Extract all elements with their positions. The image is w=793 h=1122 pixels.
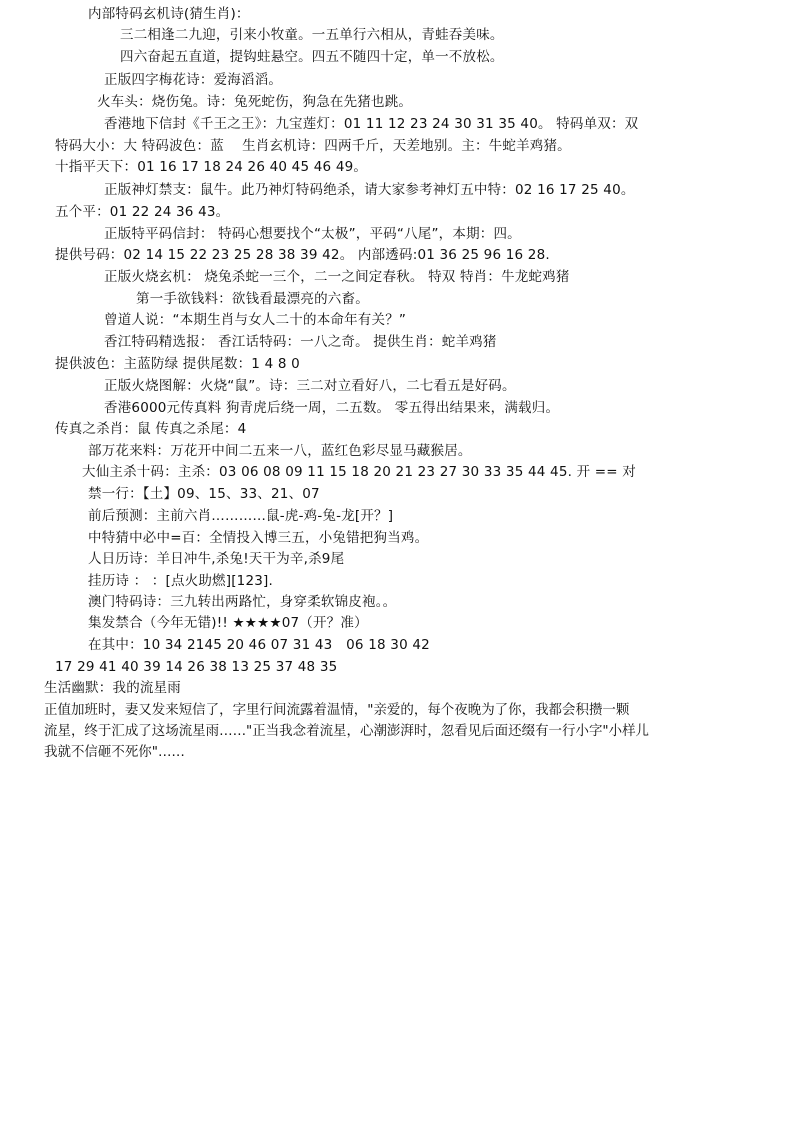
- story-line: 流星，终于汇成了这场流星雨……"正当我念着流星，心潮澎湃时，忽看见后面还缀有一行小字"小样儿: [44, 723, 650, 739]
- text-line: 第一手欲钱料：欲钱看最漂亮的六畜。: [136, 291, 369, 307]
- text-line: 前后预测：主前六肖…………鼠-虎-鸡-兔-龙[开？]: [88, 508, 394, 524]
- text-line: 五个平：01 22 24 36 43。: [55, 204, 230, 220]
- text-line: 火车头：烧伤兔。诗：兔死蛇伤，狗急在先猪也跳。: [97, 94, 413, 110]
- text-line: 正版特平码信封： 特码心想要找个“太极”，平码“八尾”，本期：四。: [104, 226, 521, 242]
- text-line: 集发禁合（今年无错)!! ★★★★07（开？准）: [88, 615, 368, 631]
- text-line: 人日历诗：羊日冲牛,杀兔!天干为辛,杀9尾: [88, 551, 345, 567]
- story-line: 我就不信砸不死你"……: [44, 744, 185, 760]
- text-line: 香港6000元传真料 狗青虎后绕一周，二五数。 零五得出结果来，满载归。: [104, 400, 560, 416]
- text-line: 挂历诗 ： ：[点火助燃][123].: [88, 573, 274, 589]
- text-line: 正版神灯禁支：鼠牛。此乃神灯特码绝杀，请大家参考神灯五中特：02 16 17 25 40。: [104, 182, 635, 198]
- text-line: 香江特码精选报： 香江话特码：一八之奇。 提供生肖：蛇羊鸡猪: [104, 334, 497, 350]
- text-line: 特码大小：大 特码波色：蓝 生肖玄机诗：四两千斤，天差地别。主：牛蛇羊鸡猪。: [55, 138, 571, 154]
- text-line: 提供号码：02 14 15 22 23 25 28 38 39 42。 内部透码:01 36 25 96 16 28.: [55, 247, 550, 263]
- text-line: 在其中：10 34 2145 20 46 07 31 43 06 18 30 42: [88, 637, 430, 653]
- story-line: 正值加班时，妻又发来短信了，字里行间流露着温情，"亲爱的，每个夜晚为了你，我都会积攒一颗: [44, 702, 630, 718]
- section-heading: 生活幽默：我的流星雨: [44, 680, 181, 696]
- text-line: 传真之杀肖：鼠 传真之杀尾：4: [55, 421, 247, 437]
- text-line: 正版四字梅花诗：爱海滔滔。: [104, 72, 283, 88]
- text-line: 正版火烧玄机： 烧兔杀蛇一三个，二一之间定春秋。 特双 特肖：牛龙蛇鸡猪: [104, 269, 570, 285]
- text-line: 提供波色：主蓝防绿 提供尾数：1 4 8 0: [55, 356, 300, 372]
- text-line: 17 29 41 40 39 14 26 38 13 25 37 48 35: [55, 659, 338, 675]
- text-line: 澳门特码诗：三九转出两路忙，身穿柔软锦皮袍。。: [88, 594, 397, 610]
- text-line: 曾道人说：“本期生肖与女人二十的本命年有关？”: [104, 312, 407, 328]
- text-line: 禁一行：【土】09、15、33、21、07: [88, 486, 320, 502]
- text-line: 四六奋起五直道，提钩蛀悬空。四五不随四十定，单一不放松。: [120, 49, 504, 65]
- text-line: 十指平天下：01 16 17 18 24 26 40 45 46 49。: [55, 159, 368, 175]
- text-line: 中特猜中必中=百：全情投入博三五，小兔错把狗当鸡。: [88, 530, 429, 546]
- text-line: 香港地下信封《千王之王》：九宝莲灯：01 11 12 23 24 30 31 35 40。 特码单双：双: [104, 116, 639, 132]
- text-line: 内部特码玄机诗(猜生肖)：: [88, 6, 250, 22]
- text-line: 正版火烧图解：火烧“鼠”。诗：三二对立看好八，二七看五是好码。: [104, 378, 516, 394]
- text-line: 大仙主杀十码：主杀：03 06 08 09 11 15 18 20 21 23 27 30 33 35 44 45. 开 == 对: [82, 464, 637, 480]
- text-line: 部万花来料：万花开中间二五来一八，蓝红色彩尽显马藏猴居。: [88, 443, 472, 459]
- text-line: 三二相逢二九迎，引来小牧童。一五单行六相从，青蛙吞美味。: [120, 27, 504, 43]
